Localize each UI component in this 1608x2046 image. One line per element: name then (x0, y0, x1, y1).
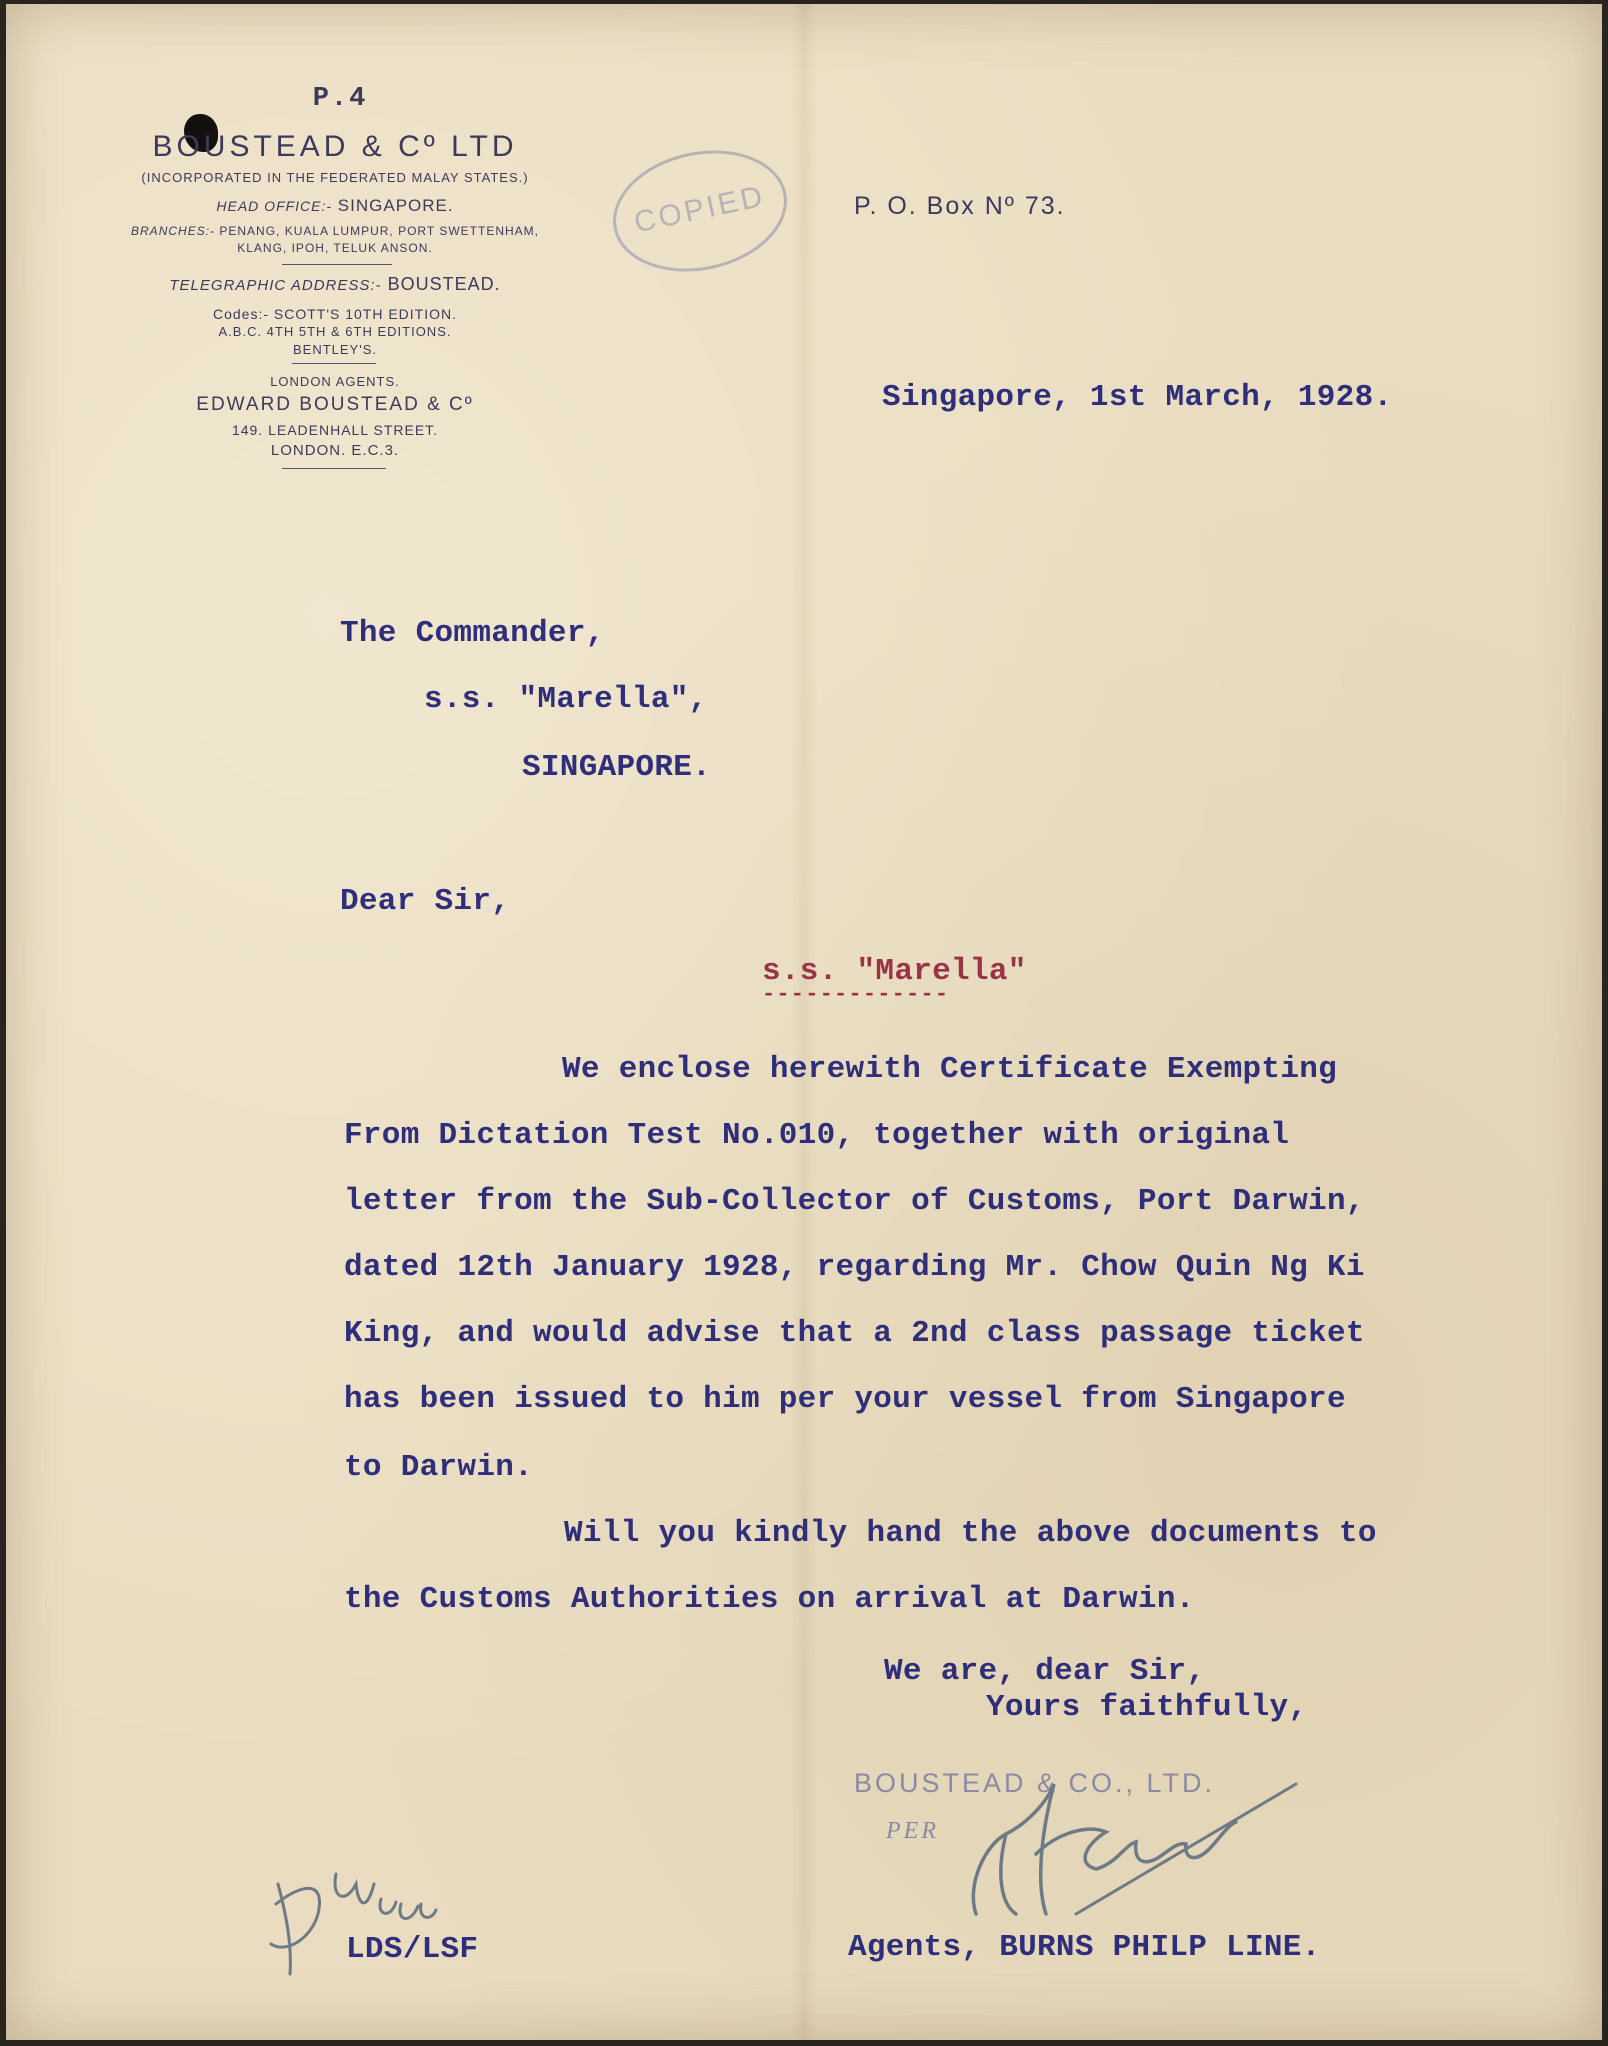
letterhead-rule-2 (292, 363, 376, 364)
po-box: P. O. Box Nº 73. (854, 192, 1066, 220)
company-name: BOUSTEAD & Cº LTD (152, 130, 518, 163)
closing-line-1: We are, dear Sir, (884, 1654, 1206, 1689)
body-p1-line-2: From Dictation Test No.010, together with original (344, 1118, 1290, 1153)
head-office-value: SINGAPORE. (337, 196, 454, 215)
telegraphic-value: BOUSTEAD. (387, 274, 501, 294)
branches-line-2: KLANG, IPOH, TELUK ANSON. (237, 241, 433, 255)
codes-line-1: Codes:- SCOTT'S 10TH EDITION. (212, 306, 458, 322)
letterhead-rule-1 (282, 264, 392, 265)
body-p1-line-3: letter from the Sub-Collector of Customs, Port Darwin, (344, 1184, 1365, 1219)
body-p1-line-7: to Darwin. (344, 1450, 534, 1485)
head-office-line (92, 196, 578, 216)
page-reference: P.4 (312, 84, 368, 114)
recipient-line-2: s.s. "Marella", (424, 682, 708, 717)
codes-line-2: A.B.C. 4TH 5TH & 6TH EDITIONS. (218, 324, 452, 339)
copied-stamp-text: COPIED (631, 179, 769, 240)
head-office-label: HEAD OFFICE:- (216, 198, 333, 214)
london-city: LONDON. E.C.3. (270, 442, 400, 459)
body-p1-line-6: has been issued to him per your vessel from Singapore (344, 1382, 1346, 1417)
handwritten-initials (256, 1844, 446, 1994)
closing-line-2: Yours faithfully, (986, 1690, 1308, 1725)
letter-page (6, 4, 1602, 2040)
body-p2-line-2: the Customs Authorities on arrival at Darwin. (344, 1582, 1195, 1617)
handwritten-signature (936, 1764, 1306, 1944)
agents-line: Agents, BURNS PHILP LINE. (848, 1930, 1321, 1965)
london-agents-name: EDWARD BOUSTEAD & Cº (196, 394, 474, 415)
subject-underline: ------------- (762, 982, 950, 1007)
signature-per-stamp: PER (886, 1818, 939, 1844)
body-p1-line-4: dated 12th January 1928, regarding Mr. Chow Quin Ng Ki (344, 1250, 1365, 1285)
codes-line-3: BENTLEY'S. (292, 342, 377, 357)
telegraphic-label: TELEGRAPHIC ADDRESS:- (169, 277, 382, 294)
branches-line-1 (92, 224, 578, 238)
branches-label: BRANCHES:- (131, 224, 216, 238)
body-p2-line-1: Will you kindly hand the above documents to (564, 1516, 1377, 1551)
date-line: Singapore, 1st March, 1928. (882, 380, 1393, 415)
incorporation-line: (INCORPORATED IN THE FEDERATED MALAY STATES.) (141, 170, 529, 185)
telegraphic-line (92, 274, 578, 295)
london-agents-label: LONDON AGENTS. (270, 374, 400, 389)
recipient-line-3: SINGAPORE. (522, 750, 712, 785)
recipient-line-1: The Commander, (340, 616, 605, 651)
london-street: 149. LEADENHALL STREET. (231, 422, 439, 438)
copied-stamp (602, 135, 799, 287)
body-p1-line-1: We enclose herewith Certificate Exempting (562, 1052, 1338, 1087)
signature-company-stamp: BOUSTEAD & CO., LTD. (854, 1768, 1216, 1798)
body-p1-line-5: King, and would advise that a 2nd class passage ticket (344, 1316, 1365, 1351)
reference-code: LDS/LSF (346, 1932, 479, 1967)
subject-line: s.s. "Marella" (762, 954, 1027, 989)
salutation: Dear Sir, (340, 884, 511, 919)
letterhead-rule-3 (282, 468, 386, 469)
branches-value-1: PENANG, KUALA LUMPUR, PORT SWETTENHAM, (219, 224, 539, 238)
